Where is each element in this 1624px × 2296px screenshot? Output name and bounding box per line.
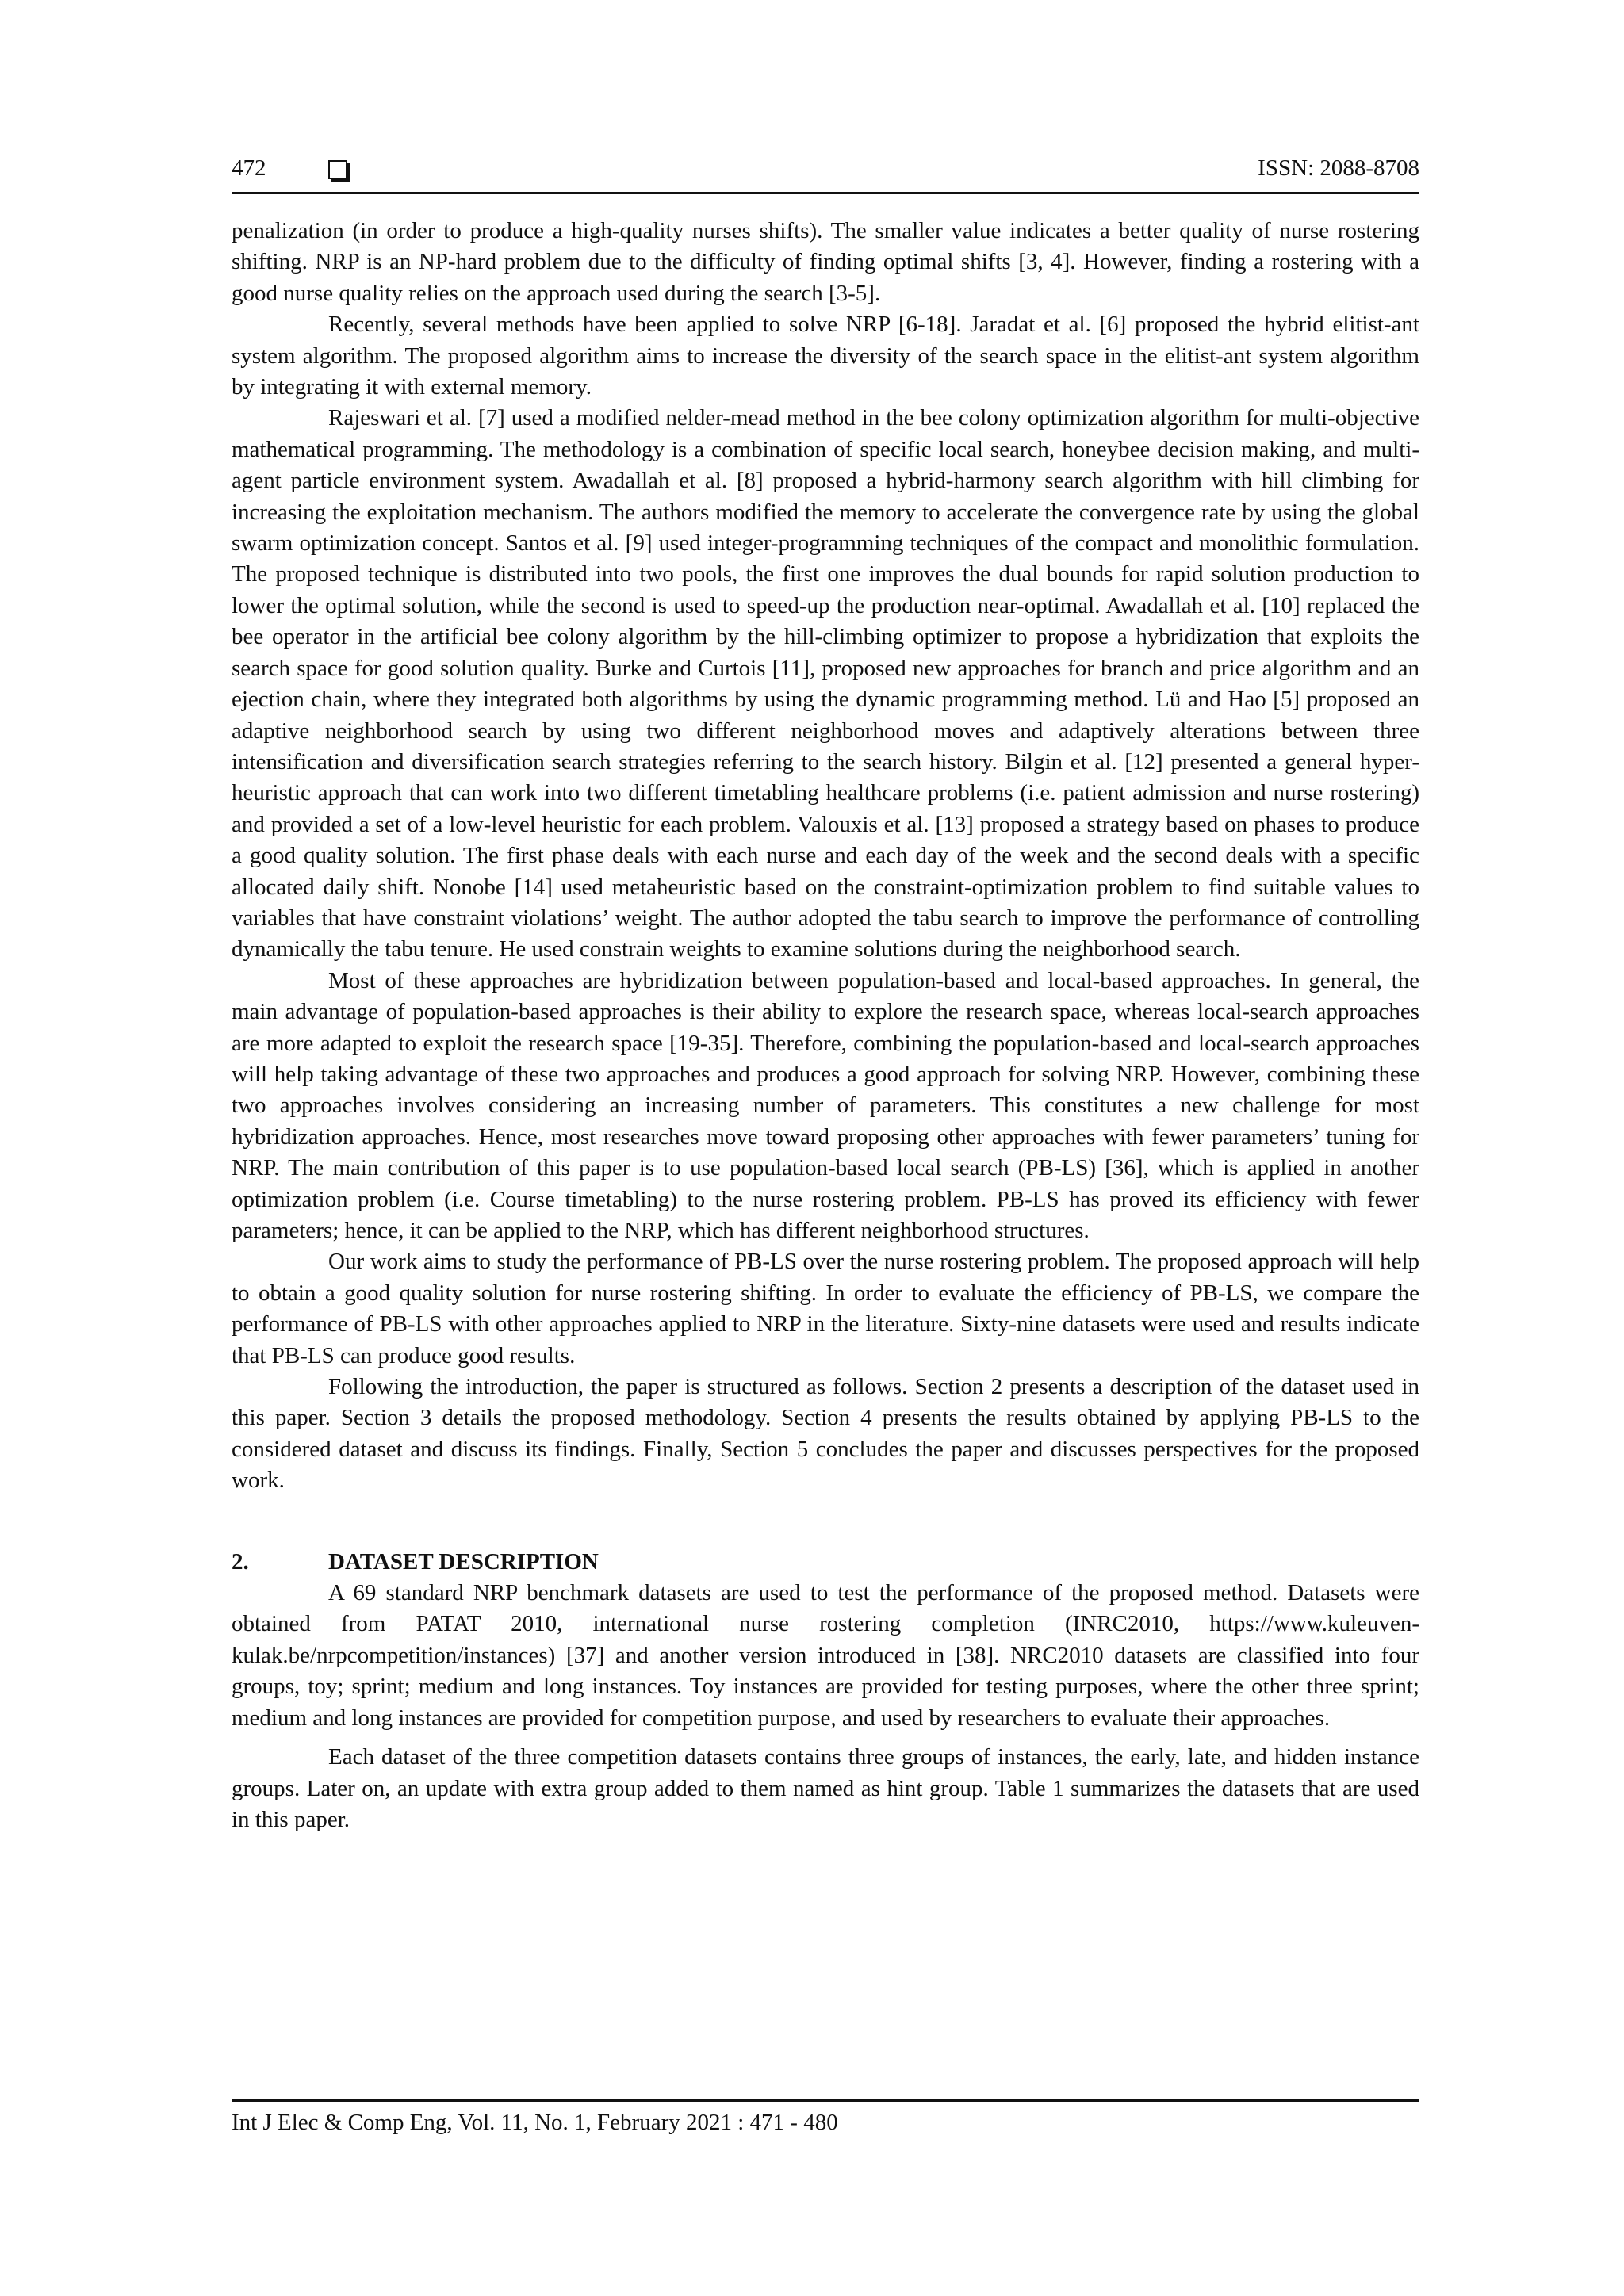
paragraph: Most of these approaches are hybridization between population-based and local-based approaches. In general, the main advantage of population-based approaches is their ability to explore the research space, whereas local-search approaches are more adapted to exploit the research space [19-35]. Therefore, combining the population-based and local-search approaches will help taking advantage of these two approaches and produces a good approach for solving NRP. However, combining these two approaches involves considering an increasing number of parameters. This constitutes a new challenge for most hybridization approaches. Hence, most researches move toward proposing other approaches with fewer parameters’ tuning for NRP. The main contribution of this paper is to use population-based local search (PB-LS) [36], which is applied in another optimization problem (i.e. Course timetabling) to the nurse rostering problem. PB-LS has proved its efficiency with fewer parameters; hence, it can be applied to the NRP, which has different neighborhood structures. — [232, 967, 1419, 1243]
paragraph: Recently, several methods have been applied to solve NRP [6-18]. Jaradat et al. [6] proposed the hybrid elitist-ant system algorithm. The proposed algorithm aims to increase the diversity of the search space in the elitist-ant system algorithm by integrating it with external memory. — [232, 312, 1419, 400]
section-number: 2. — [232, 1548, 249, 1575]
journal-citation: Int J Elec & Comp Eng, Vol. 11, No. 1, February 2021 : 471 - 480 — [232, 2110, 838, 2135]
section-heading — [232, 1547, 1419, 1578]
paragraph: Each dataset of the three competition datasets contains three groups of instances, the early, late, and hidden instance groups. Later on, an update with extra group added to them named as hint group. Table 1 summarizes the datasets that are used in this paper. — [232, 1744, 1419, 1832]
page-footer — [232, 2099, 1419, 2136]
paragraph: Rajeswari et al. [7] used a modified nelder-mead method in the bee colony optimization algorithm for multi-objective mathematical programming. The methodology is a combination of specific local search, honeybee decision making, and multi-agent particle environment system. Awadallah et al. [8] proposed a hybrid-harmony search algorithm with hill climbing for increasing the exploitation mechanism. The authors modified the memory to accelerate the convergence rate by using the global swarm optimization concept. Santos et al. [9] used integer-programming techniques of the compact and monolithic formulation. The proposed technique is distributed into two pools, the first one improves the dual bounds for rapid solution production to lower the optimal solution, while the second is used to speed-up the production near-optimal. Awadallah et al. [10] replaced the bee operator in the artificial bee colony algorithm by the hill-climbing optimizer to propose a hybridization that exploits the search space for good solution quality. Burke and Curtois [11], proposed new approaches for branch and price algorithm and an ejection chain, where they integrated both algorithms by using the dynamic programming method. Lü and Hao [5] proposed an adaptive neighborhood search by using two different neighborhood moves and adaptively alterations between three intensification and diversification search strategies referring to the search history. Bilgin et al. [12] presented a general hyper-heuristic approach that can work into two different timetabling healthcare problems (i.e. patient admission and nurse rostering) and provided a set of a low-level heuristic for each problem. Valouxis et al. [13] proposed a strategy based on phases to produce a good quality solution. The first phase deals with each nurse and each day of the week and the second deals with a specific allocated daily shift. Nonobe [14] used metaheuristic based on the constraint-optimization problem to find suitable values to variables that have constraint violations’ weight. The author adopted the tabu search to improve the performance of controlling dynamically the tabu tenure. He used constrain weights to examine solutions during the neighborhood search. — [232, 405, 1419, 962]
page-header — [232, 155, 1419, 194]
body-text — [232, 216, 1419, 1835]
paragraph: Following the introduction, the paper is structured as follows. Section 2 presents a description of the dataset used in this paper. Section 3 details the proposed methodology. Section 4 presents the results obtained by applying PB-LS to the considered dataset and discuss its findings. Finally, Section 5 concludes the paper and discusses perspectives for the proposed work. — [232, 1374, 1419, 1494]
issn-label: ISSN: 2088-8708 — [1258, 155, 1419, 181]
paragraph: penalization (in order to produce a high-quality nurses shifts). The smaller value indicates a better quality of nurse rostering shifting. NRP is an NP-hard problem due to the difficulty of finding optimal shifts [3, 4]. However, finding a rostering with a good nurse quality relies on the approach used during the search [3-5]. — [232, 218, 1419, 306]
paragraph: A 69 standard NRP benchmark datasets are used to test the performance of the proposed method. Datasets were obtained from PATAT 2010, international nurse rostering completion (INRC2010, https://www.kuleuven-kulak.be/nrpcompetition/instances) [37] and another version introduced in [38]. NRC2010 datasets are classified into four groups, toy; sprint; medium and long instances. Toy instances are provided for testing purposes, where the other three sprint; medium and long instances are provided for competition purpose, and used by researchers to evaluate their approaches. — [232, 1580, 1419, 1731]
section-title: DATASET DESCRIPTION — [328, 1548, 599, 1575]
square-bullet-icon — [328, 160, 347, 179]
paragraph: Our work aims to study the performance of PB-LS over the nurse rostering problem. The proposed approach will help to obtain a good quality solution for nurse rostering shifting. In order to evaluate the efficiency of PB-LS, we compare the performance of PB-LS with other approaches applied to NRP in the literature. Sixty-nine datasets were used and results indicate that PB-LS can produce good results. — [232, 1249, 1419, 1368]
page-number: 472 — [232, 155, 266, 181]
